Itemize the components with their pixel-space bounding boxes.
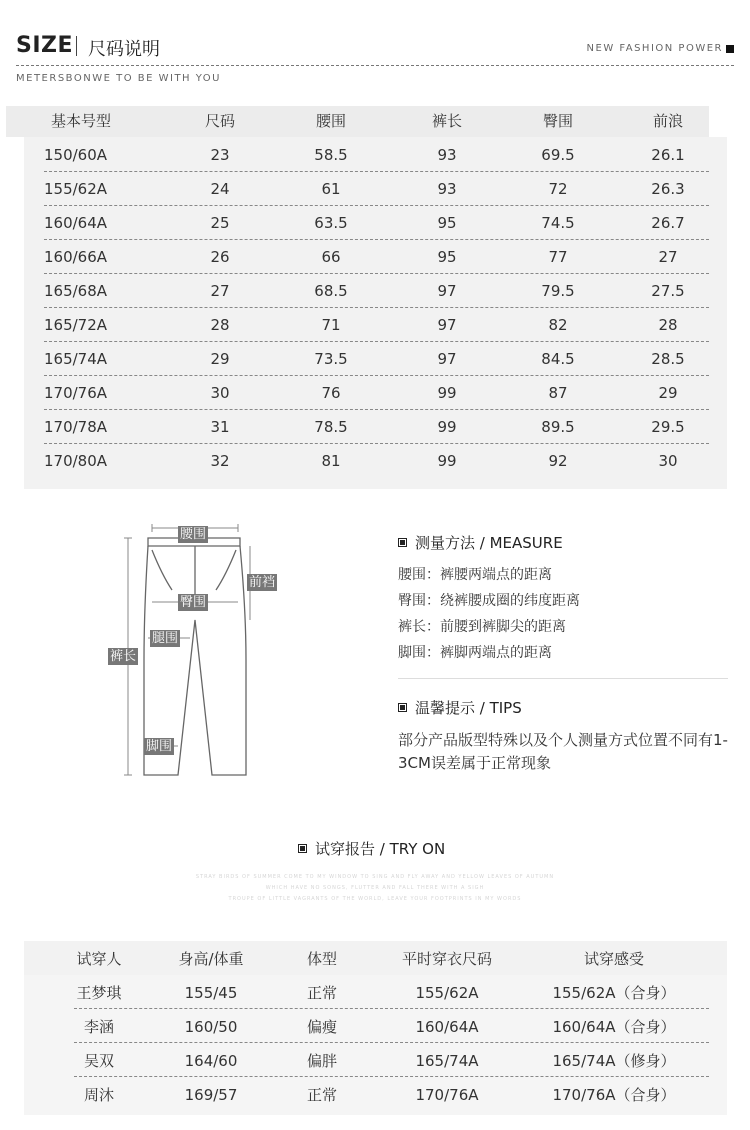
row-divider <box>44 171 709 172</box>
page-title-cn: 尺码说明 <box>88 39 160 60</box>
size-table-cell: 87 <box>548 384 568 402</box>
diagram-label-front-rise: 前裆 <box>249 575 276 590</box>
row-divider <box>44 443 709 444</box>
size-table-cell: 160/64A <box>44 214 108 232</box>
measure-line: 裤长：前腰到裤脚尖的距离 <box>398 619 566 635</box>
size-table-cell: 27 <box>658 248 678 266</box>
tagline-text: NEW FASHION POWER <box>586 43 723 54</box>
size-table-cell: 72 <box>548 180 568 198</box>
size-table-cell: 165/72A <box>44 316 108 334</box>
size-table-cell: 79.5 <box>541 282 575 300</box>
size-table-cell: 63.5 <box>314 214 348 232</box>
size-table-cell: 76 <box>321 384 341 402</box>
size-table-cell: 95 <box>437 214 457 232</box>
diagram-label-thigh: 腿围 <box>152 631 179 646</box>
title-divider <box>76 36 77 56</box>
tryon-table-cell: 李涵 <box>83 1018 114 1036</box>
size-table-cell: 30 <box>658 452 678 470</box>
diagram-label-hip: 臀围 <box>180 595 207 610</box>
size-table-cell: 170/78A <box>44 418 108 436</box>
size-table-header <box>6 106 709 137</box>
size-table-cell: 93 <box>437 180 457 198</box>
size-table-cell: 97 <box>437 282 457 300</box>
size-table-cell: 97 <box>437 316 457 334</box>
size-table-cell: 66 <box>321 248 341 266</box>
size-table-cell: 99 <box>437 384 457 402</box>
decorative-text-line: STRAY BIRDS OF SUMMER COME TO MY WINDOW TO SING AND FLY AWAY AND YELLOW LEAVES OF AUTUMN <box>195 874 555 880</box>
size-table-cell: 25 <box>210 214 230 232</box>
tryon-header-cell: 试穿感受 <box>583 950 644 968</box>
row-divider <box>44 205 709 206</box>
tryon-title-text: 试穿报告 / TRY ON <box>315 840 446 858</box>
row-divider <box>44 375 709 376</box>
size-table-cell: 99 <box>437 418 457 436</box>
size-table-cell: 93 <box>437 146 457 164</box>
tryon-table-cell: 吴双 <box>83 1052 114 1070</box>
size-table-cell: 97 <box>437 350 457 368</box>
tryon-table-cell: 165/74A（修身） <box>552 1052 676 1070</box>
measure-title <box>398 532 563 553</box>
tagline <box>587 43 734 54</box>
size-table-cell: 84.5 <box>541 350 575 368</box>
tryon-table-cell: 164/60 <box>184 1052 238 1070</box>
tryon-table-cell: 155/62A <box>415 984 479 1002</box>
row-divider <box>44 273 709 274</box>
bullet-square-icon <box>398 703 407 712</box>
size-table-cell: 68.5 <box>314 282 348 300</box>
row-divider <box>44 307 709 308</box>
tryon-table-cell: 正常 <box>306 1086 337 1104</box>
header-dashed-rule <box>16 65 734 66</box>
size-table-cell: 32 <box>210 452 230 470</box>
bullet-square-icon <box>298 844 307 853</box>
size-header-cell: 臀围 <box>542 112 573 130</box>
row-divider <box>74 1042 709 1043</box>
row-divider <box>44 239 709 240</box>
measure-title-text: 测量方法 / MEASURE <box>415 534 563 552</box>
size-header-cell: 腰围 <box>315 112 346 130</box>
section-divider <box>398 678 728 679</box>
size-table-cell: 155/62A <box>44 180 108 198</box>
bullet-square-icon <box>398 538 407 547</box>
row-divider <box>44 341 709 342</box>
size-table-cell: 81 <box>321 452 341 470</box>
tryon-table-cell: 王梦琪 <box>76 984 122 1002</box>
tryon-table-cell: 正常 <box>306 984 337 1002</box>
page-title-en: SIZE <box>16 33 74 58</box>
size-table-cell: 29.5 <box>651 418 685 436</box>
size-table-cell: 73.5 <box>314 350 348 368</box>
tips-title <box>398 697 522 718</box>
measure-line: 腰围：裤腰两端点的距离 <box>398 567 552 583</box>
diagram-label-waist: 腰围 <box>180 527 207 542</box>
tryon-header-cell: 试穿人 <box>76 950 122 968</box>
tryon-table-cell: 155/45 <box>184 984 238 1002</box>
tryon-table-cell: 160/64A（合身） <box>552 1018 676 1036</box>
tryon-table-cell: 170/76A（合身） <box>552 1086 676 1104</box>
measure-line: 脚围：裤脚两端点的距离 <box>398 645 552 661</box>
row-divider <box>44 409 709 410</box>
decorative-text-line: WHICH HAVE NO SONGS, FLUTTER AND FALL THERE WITH A SIGH <box>265 885 485 891</box>
size-table-cell: 69.5 <box>541 146 575 164</box>
size-table-cell: 78.5 <box>314 418 348 436</box>
size-table-cell: 77 <box>548 248 568 266</box>
size-header-cell: 基本号型 <box>50 112 111 130</box>
brand-subtitle: METERSBONWE TO BE WITH YOU <box>16 73 222 84</box>
size-table-cell: 26.1 <box>651 146 685 164</box>
tryon-header-cell: 体型 <box>306 950 337 968</box>
size-table-cell: 61 <box>321 180 341 198</box>
size-table-cell: 74.5 <box>541 214 575 232</box>
tryon-table-cell: 偏瘦 <box>306 1018 337 1036</box>
tryon-title <box>298 838 445 859</box>
diagram-label-hem: 脚围 <box>146 739 173 754</box>
size-table-cell: 28 <box>658 316 678 334</box>
size-table-cell: 28.5 <box>651 350 685 368</box>
size-table-cell: 26.3 <box>651 180 685 198</box>
size-table-cell: 29 <box>658 384 678 402</box>
size-table-cell: 58.5 <box>314 146 348 164</box>
tryon-table-cell: 周沐 <box>83 1086 114 1104</box>
size-table-cell: 24 <box>210 180 230 198</box>
size-table-cell: 27 <box>210 282 230 300</box>
size-table-cell: 71 <box>321 316 341 334</box>
size-table-cell: 27.5 <box>651 282 685 300</box>
size-table-cell: 165/68A <box>44 282 108 300</box>
tryon-table-cell: 160/50 <box>184 1018 238 1036</box>
tryon-table-cell: 偏胖 <box>306 1052 337 1070</box>
size-header-cell: 前浪 <box>652 112 683 130</box>
pants-diagram <box>100 520 290 780</box>
tryon-table-cell: 170/76A <box>415 1086 479 1104</box>
size-table-cell: 26.7 <box>651 214 685 232</box>
tryon-header-cell: 平时穿衣尺码 <box>401 950 492 968</box>
size-table-cell: 82 <box>548 316 568 334</box>
tryon-header-cell: 身高/体重 <box>178 950 244 968</box>
size-table-cell: 99 <box>437 452 457 470</box>
row-divider <box>74 1008 709 1009</box>
measure-line: 臀围：绕裤腰成圈的纬度距离 <box>398 593 580 609</box>
tips-text: 部分产品版型特殊以及个人测量方式位置不同有1-3CM误差属于正常现象 <box>398 731 728 772</box>
tryon-table-body <box>24 975 727 1115</box>
size-table-cell: 92 <box>548 452 568 470</box>
decorative-text-line: TROUPE OF LITTLE VAGRANTS OF THE WORLD, LEAVE YOUR FOOTPRINTS IN MY WORDS <box>228 896 522 902</box>
size-table-cell: 29 <box>210 350 230 368</box>
tips-title-text: 温馨提示 / TIPS <box>415 699 522 717</box>
tryon-table-cell: 155/62A（合身） <box>552 984 676 1002</box>
size-table-body <box>24 137 727 489</box>
size-header-cell: 尺码 <box>204 112 235 130</box>
size-table-cell: 170/80A <box>44 452 108 470</box>
size-table-cell: 170/76A <box>44 384 108 402</box>
size-table-cell: 31 <box>210 418 230 436</box>
tryon-table-cell: 165/74A <box>415 1052 479 1070</box>
size-table-cell: 95 <box>437 248 457 266</box>
tryon-table-header <box>24 941 727 975</box>
size-table-cell: 28 <box>210 316 230 334</box>
size-table-cell: 26 <box>210 248 230 266</box>
tryon-table-cell: 169/57 <box>184 1086 238 1104</box>
size-table-cell: 165/74A <box>44 350 108 368</box>
size-table-cell: 23 <box>210 146 230 164</box>
size-table-cell: 89.5 <box>541 418 575 436</box>
size-header-cell: 裤长 <box>431 112 462 130</box>
row-divider <box>74 1076 709 1077</box>
size-table-cell: 30 <box>210 384 230 402</box>
square-icon <box>726 45 734 53</box>
diagram-label-length: 裤长 <box>110 649 137 664</box>
tryon-table-cell: 160/64A <box>415 1018 479 1036</box>
size-table-cell: 150/60A <box>44 146 108 164</box>
size-table-cell: 160/66A <box>44 248 108 266</box>
